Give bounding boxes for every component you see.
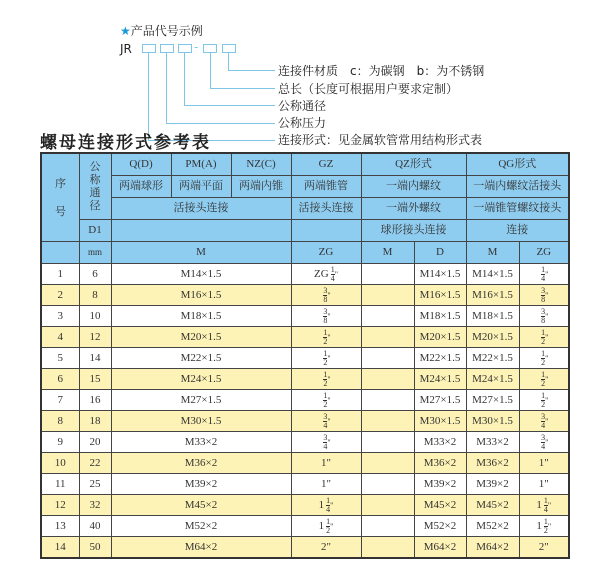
code-box	[222, 44, 236, 53]
legend-material: 连接件材质 c：为碳钢 b：为不锈钢	[278, 64, 485, 78]
inch-mark: "	[545, 332, 549, 342]
code-box	[203, 44, 217, 53]
inch-mark: "	[330, 500, 334, 510]
fraction-denominator: 8	[541, 315, 546, 325]
fraction-denominator: 4	[541, 273, 546, 283]
header-gz-joint: 活接头连接	[291, 198, 361, 220]
header-qz: QZ形式	[361, 153, 466, 176]
inch-mark: "	[327, 311, 331, 321]
header-qz-ball: 球形接头连接	[361, 220, 466, 242]
qg-zg-thread	[519, 264, 569, 285]
qz-d-thread: M14×1.5	[414, 264, 466, 285]
inch-mark: "	[330, 521, 334, 531]
table-row	[41, 474, 569, 495]
row-number: 9	[41, 432, 79, 453]
qz-m-thread	[361, 306, 414, 327]
header-qg-connect: 连接	[466, 220, 569, 242]
header-qz-d: D	[414, 242, 466, 264]
qz-d-thread: M22×1.5	[414, 348, 466, 369]
fraction-denominator: 2	[541, 378, 546, 388]
qz-m-thread	[361, 432, 414, 453]
qz-m-thread	[361, 264, 414, 285]
row-number: 5	[41, 348, 79, 369]
star-icon: ★	[120, 24, 131, 38]
inch-mark: "	[545, 374, 549, 384]
nominal-diameter: 25	[79, 474, 111, 495]
gz-thread	[291, 474, 361, 495]
fraction-numerator: 3	[541, 432, 546, 442]
gz-thread	[291, 369, 361, 390]
table-row	[41, 390, 569, 411]
fraction-prefix: 1"	[538, 477, 549, 490]
table-row	[41, 306, 569, 327]
fraction-denominator: 4	[323, 441, 328, 451]
qg-m-thread: M14×1.5	[466, 264, 519, 285]
fraction-numerator: 3	[541, 285, 546, 295]
row-number: 12	[41, 495, 79, 516]
inch-mark: "	[547, 500, 552, 510]
nominal-diameter: 20	[79, 432, 111, 453]
code-box	[142, 44, 156, 53]
qg-zg-thread	[519, 411, 569, 432]
code-box	[178, 44, 192, 53]
fraction-denominator: 2	[543, 525, 548, 535]
code-prefix: JR	[120, 42, 132, 56]
fraction-denominator: 4	[323, 420, 328, 430]
qg-m-thread: M27×1.5	[466, 390, 519, 411]
inch-mark: "	[545, 311, 549, 321]
fraction-denominator: 2	[323, 357, 328, 367]
qg-zg-thread	[519, 474, 569, 495]
inch-mark: "	[545, 416, 549, 426]
qz-m-thread	[361, 474, 414, 495]
qg-zg-thread	[519, 306, 569, 327]
header-gz-desc: 两端锥管	[291, 176, 361, 198]
fraction-numerator: 1	[323, 390, 328, 400]
fraction-numerator: 1	[323, 327, 328, 337]
inch-mark: "	[327, 374, 331, 384]
qg-m-thread: M22×1.5	[466, 348, 519, 369]
gz-thread	[291, 327, 361, 348]
gz-thread	[291, 453, 361, 474]
qz-d-thread: M30×1.5	[414, 411, 466, 432]
fraction-prefix: 1	[536, 519, 542, 532]
nut-connection-table	[40, 152, 570, 559]
qg-m-thread: M33×2	[466, 432, 519, 453]
qg-m-thread: M52×2	[466, 516, 519, 537]
gz-thread	[291, 432, 361, 453]
qz-d-thread: M24×1.5	[414, 369, 466, 390]
header-nominal: 公称通径	[79, 153, 111, 220]
qg-zg-thread	[519, 285, 569, 306]
fraction-denominator: 8	[541, 294, 546, 304]
m-thread: M45×2	[111, 495, 291, 516]
code-dash: -	[194, 40, 199, 54]
inch-mark: "	[327, 332, 331, 342]
qg-m-thread: M45×2	[466, 495, 519, 516]
header-m: M	[111, 242, 291, 264]
fraction-denominator: 2	[541, 399, 546, 409]
fraction-numerator: 3	[323, 285, 328, 295]
gz-thread	[291, 264, 361, 285]
fraction-denominator: 4	[543, 504, 548, 514]
header-pm: PM(A)	[171, 153, 231, 176]
m-thread: M24×1.5	[111, 369, 291, 390]
qg-m-thread: M16×1.5	[466, 285, 519, 306]
row-number: 3	[41, 306, 79, 327]
fraction-denominator: 2	[323, 399, 328, 409]
header-qg: QG形式	[466, 153, 569, 176]
fraction-denominator: 2	[323, 378, 328, 388]
qg-m-thread: M20×1.5	[466, 327, 519, 348]
fraction-numerator: 1	[326, 495, 331, 505]
qz-d-thread: M27×1.5	[414, 390, 466, 411]
nominal-diameter: 40	[79, 516, 111, 537]
row-number: 2	[41, 285, 79, 306]
table-row	[41, 264, 569, 285]
qz-d-thread: M52×2	[414, 516, 466, 537]
m-thread: M16×1.5	[111, 285, 291, 306]
inch-mark: "	[545, 437, 549, 447]
m-thread: M22×1.5	[111, 348, 291, 369]
product-code-legend	[0, 0, 600, 140]
qg-m-thread: M36×2	[466, 453, 519, 474]
m-thread: M39×2	[111, 474, 291, 495]
legend-diameter: 公称通径	[278, 99, 327, 113]
qg-zg-thread	[519, 495, 569, 516]
qg-zg-thread	[519, 453, 569, 474]
row-number: 7	[41, 390, 79, 411]
qz-m-thread	[361, 348, 414, 369]
row-number: 1	[41, 264, 79, 285]
legend-heading: ★产品代号示例	[120, 24, 203, 38]
row-number: 6	[41, 369, 79, 390]
nominal-diameter: 12	[79, 327, 111, 348]
header-qg-desc: 一端内螺纹活接头	[466, 176, 569, 198]
inch-mark: "	[545, 395, 549, 405]
m-thread: M36×2	[111, 453, 291, 474]
fraction-denominator: 4	[330, 273, 335, 283]
table-row	[41, 432, 569, 453]
qg-m-thread: M24×1.5	[466, 369, 519, 390]
row-number: 13	[41, 516, 79, 537]
row-number: 11	[41, 474, 79, 495]
nominal-diameter: 14	[79, 348, 111, 369]
fraction-numerator: 3	[323, 432, 328, 442]
inch-mark: "	[545, 290, 549, 300]
header-pm-desc: 两端平面	[171, 176, 231, 198]
fraction-prefix: 1	[318, 498, 325, 511]
qz-m-thread	[361, 285, 414, 306]
qg-zg-thread	[519, 516, 569, 537]
code-box	[160, 44, 174, 53]
row-number: 10	[41, 453, 79, 474]
m-thread: M14×1.5	[111, 264, 291, 285]
inch-mark: "	[327, 290, 331, 300]
fraction-numerator: 1	[323, 369, 328, 379]
nominal-diameter: 6	[79, 264, 111, 285]
header-nz-desc: 两端内锥	[231, 176, 291, 198]
qz-m-thread	[361, 390, 414, 411]
fraction-prefix: 1"	[538, 456, 549, 469]
table-row	[41, 537, 569, 559]
qz-m-thread	[361, 327, 414, 348]
qz-m-thread	[361, 516, 414, 537]
qz-d-thread: M16×1.5	[414, 285, 466, 306]
table-row	[41, 327, 569, 348]
nominal-diameter: 16	[79, 390, 111, 411]
fraction-denominator: 2	[541, 336, 546, 346]
header-qz-joint: 一端外螺纹	[361, 198, 466, 220]
qg-zg-thread	[519, 348, 569, 369]
table-row	[41, 411, 569, 432]
qz-m-thread	[361, 495, 414, 516]
qg-m-thread: M64×2	[466, 537, 519, 559]
gz-thread	[291, 285, 361, 306]
qz-d-thread: M39×2	[414, 474, 466, 495]
fraction-numerator: 1	[541, 369, 546, 379]
fraction-numerator: 3	[541, 306, 546, 316]
m-thread: M30×1.5	[111, 411, 291, 432]
header-seq: 序号	[41, 153, 79, 242]
header-qg-m: M	[466, 242, 519, 264]
header-qz-desc: 一端内螺纹	[361, 176, 466, 198]
fraction-denominator: 2	[323, 336, 328, 346]
qg-m-thread: M39×2	[466, 474, 519, 495]
inch-mark: "	[327, 395, 331, 405]
inch-mark: "	[327, 353, 331, 363]
nominal-diameter: 32	[79, 495, 111, 516]
m-thread: M18×1.5	[111, 306, 291, 327]
header-unit: mm	[79, 242, 111, 264]
table-row	[41, 369, 569, 390]
fraction-numerator: 1	[543, 495, 548, 505]
page-title: 螺母连接形式参考表	[40, 133, 211, 153]
m-thread: M64×2	[111, 537, 291, 559]
row-number: 14	[41, 537, 79, 559]
fraction-numerator: 1	[543, 516, 548, 526]
inch-mark: "	[545, 269, 549, 279]
table-row	[41, 453, 569, 474]
fraction-prefix: ZG	[314, 267, 329, 280]
fraction-prefix: 2"	[538, 540, 549, 553]
gz-thread	[291, 516, 361, 537]
gz-thread	[291, 495, 361, 516]
fraction-denominator: 8	[323, 315, 328, 325]
fraction-denominator: 4	[326, 504, 331, 514]
row-number: 8	[41, 411, 79, 432]
inch-mark: "	[327, 416, 331, 426]
header-qg-joint: 一端锥管螺纹接头	[466, 198, 569, 220]
qz-d-thread: M33×2	[414, 432, 466, 453]
qz-d-thread: M64×2	[414, 537, 466, 559]
header-qz-m: M	[361, 242, 414, 264]
legend-length: 总长（长度可根据用户要求定制）	[278, 82, 459, 96]
fraction-denominator: 8	[323, 294, 328, 304]
fraction-prefix: 2"	[321, 540, 331, 553]
qg-zg-thread	[519, 432, 569, 453]
fraction-numerator: 3	[323, 306, 328, 316]
nominal-diameter: 50	[79, 537, 111, 559]
fraction-numerator: 3	[323, 411, 328, 421]
table-row	[41, 495, 569, 516]
fraction-denominator: 2	[541, 357, 546, 367]
m-thread: M52×2	[111, 516, 291, 537]
gz-thread	[291, 537, 361, 559]
fraction-numerator: 1	[541, 264, 546, 274]
nominal-diameter: 18	[79, 411, 111, 432]
gz-thread	[291, 306, 361, 327]
qz-d-thread: M45×2	[414, 495, 466, 516]
fraction-numerator: 1	[541, 390, 546, 400]
table-row	[41, 516, 569, 537]
table-row	[41, 348, 569, 369]
qz-d-thread: M20×1.5	[414, 327, 466, 348]
nominal-diameter: 22	[79, 453, 111, 474]
qz-m-thread	[361, 411, 414, 432]
header-qd: Q(D)	[111, 153, 171, 176]
m-thread: M33×2	[111, 432, 291, 453]
fraction-numerator: 1	[541, 327, 546, 337]
fraction-denominator: 4	[541, 441, 546, 451]
qg-zg-thread	[519, 390, 569, 411]
qg-m-thread: M18×1.5	[466, 306, 519, 327]
nominal-diameter: 8	[79, 285, 111, 306]
fraction-numerator: 1	[323, 348, 328, 358]
inch-mark: "	[334, 269, 338, 279]
inch-mark: "	[547, 521, 552, 531]
header-nz: NZ(C)	[231, 153, 291, 176]
qg-zg-thread	[519, 327, 569, 348]
fraction-denominator: 4	[541, 420, 546, 430]
qg-zg-thread	[519, 369, 569, 390]
qz-d-thread: M36×2	[414, 453, 466, 474]
fraction-prefix: 1"	[321, 477, 331, 490]
fraction-prefix: 1	[536, 498, 542, 511]
qg-zg-thread	[519, 537, 569, 559]
inch-mark: "	[545, 353, 549, 363]
gz-thread	[291, 348, 361, 369]
legend-pressure: 公称压力	[278, 116, 327, 130]
qg-m-thread: M30×1.5	[466, 411, 519, 432]
header-gz: GZ	[291, 153, 361, 176]
fraction-numerator: 1	[541, 348, 546, 358]
qz-m-thread	[361, 453, 414, 474]
nominal-diameter: 15	[79, 369, 111, 390]
header-live-joint: 活接头连接	[111, 198, 291, 220]
nominal-diameter: 10	[79, 306, 111, 327]
m-thread: M20×1.5	[111, 327, 291, 348]
qz-d-thread: M18×1.5	[414, 306, 466, 327]
qz-m-thread	[361, 537, 414, 559]
row-number: 4	[41, 327, 79, 348]
table-row	[41, 285, 569, 306]
fraction-numerator: 1	[326, 516, 331, 526]
legend-connection-type: 连接形式：见金属软管常用结构形式表	[278, 133, 483, 147]
header-zg: ZG	[291, 242, 361, 264]
fraction-prefix: 1"	[321, 456, 331, 469]
fraction-numerator: 3	[541, 411, 546, 421]
header-qd-desc: 两端球形	[111, 176, 171, 198]
fraction-numerator: 1	[330, 264, 335, 274]
fraction-denominator: 2	[326, 525, 331, 535]
m-thread: M27×1.5	[111, 390, 291, 411]
inch-mark: "	[327, 437, 331, 447]
header-d1: D1	[79, 220, 111, 242]
fraction-prefix: 1	[318, 519, 325, 532]
qz-m-thread	[361, 369, 414, 390]
header-qg-zg: ZG	[519, 242, 569, 264]
gz-thread	[291, 411, 361, 432]
gz-thread	[291, 390, 361, 411]
